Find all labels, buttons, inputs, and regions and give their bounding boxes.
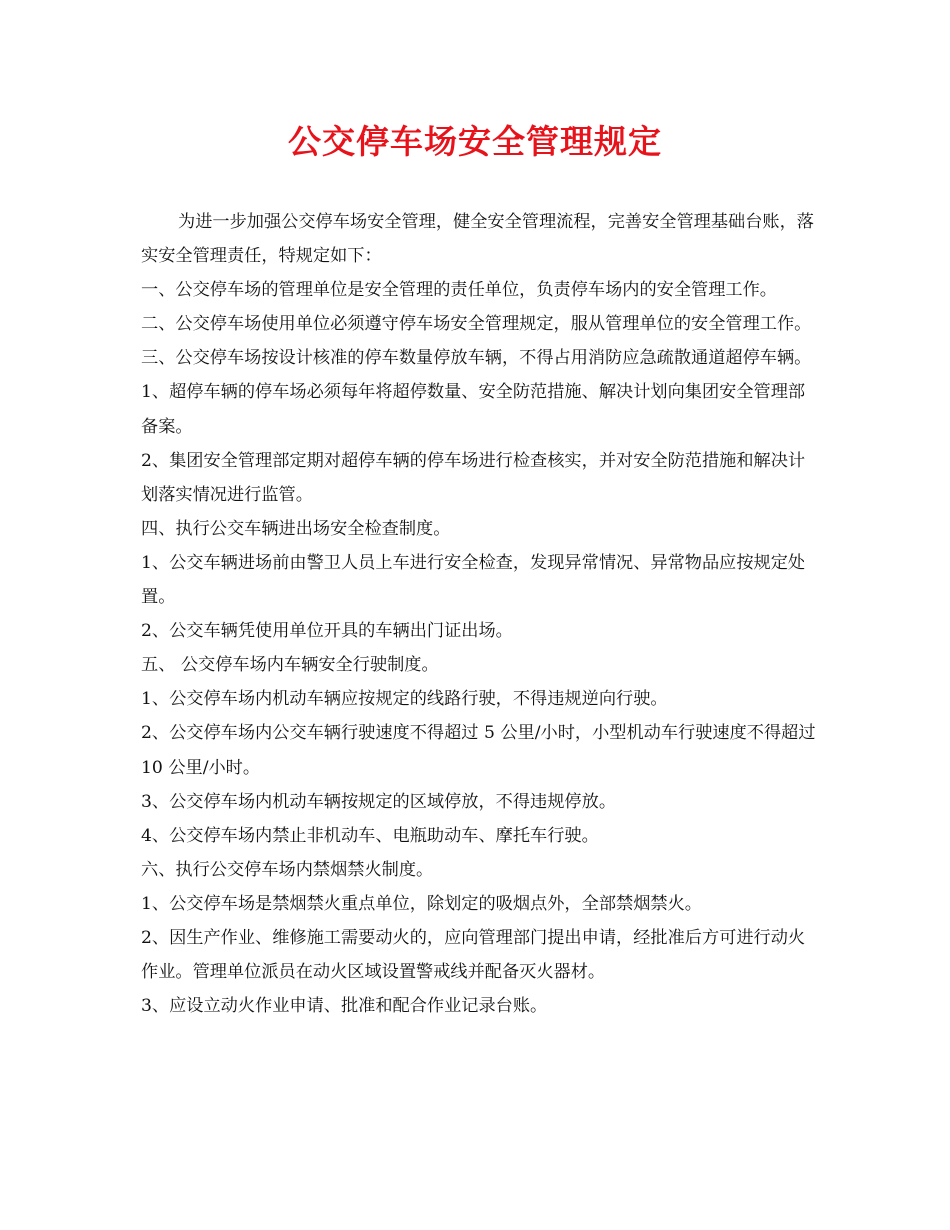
- section-1: 一、公交停车场的管理单位是安全管理的责任单位，负责停车场内的安全管理工作。: [141, 280, 777, 301]
- page-title: 公交停车场安全管理规定: [288, 122, 662, 161]
- intro-paragraph: 为进一步加强公交停车场安全管理，健全安全管理流程，完善安全管理基础台账，落实安全管理责任，特规定如下：: [141, 212, 814, 267]
- section-3: 三、公交停车场按设计核准的停车数量停放车辆，不得占用消防应急疏散通道超停车辆。: [141, 348, 812, 369]
- document-body: [141, 205, 817, 1023]
- section-3-item-2: 2、集团安全管理部定期对超停车辆的停车场进行检查核实，并对安全防范措施和解决计划落实情况进行监管。: [141, 450, 806, 505]
- section-5-item-1: 1、公交停车场内机动车辆应按规定的线路行驶，不得违规逆向行驶。: [141, 689, 668, 710]
- section-6: 六、执行公交停车场内禁烟禁火制度。: [141, 859, 434, 880]
- section-2: 二、公交停车场使用单位必须遵守停车场安全管理规定，服从管理单位的安全管理工作。: [141, 314, 812, 335]
- section-5-item-2: 2、公交停车场内公交车辆行驶速度不得超过 5 公里/小时，小型机动车行驶速度不得超过 10 公里/小时。: [141, 723, 816, 778]
- section-3-item-1: 1、超停车辆的停车场必须每年将超停数量、安全防范措施、解决计划向集团安全管理部备案。: [141, 382, 806, 437]
- section-4: 四、执行公交车辆进出场安全检查制度。: [141, 518, 451, 539]
- section-4-item-2: 2、公交车辆凭使用单位开具的车辆出门证出场。: [141, 621, 513, 642]
- section-6-item-1: 1、公交停车场是禁烟禁火重点单位，除划定的吸烟点外，全部禁烟禁火。: [141, 893, 702, 914]
- section-5-item-4: 4、公交停车场内禁止非机动车、电瓶助动车、摩托车行驶。: [141, 825, 599, 846]
- section-5: 五、 公交停车场内车辆安全行驶制度。: [141, 655, 439, 676]
- section-4-item-1: 1、公交车辆进场前由警卫人员上车进行安全检查，发现异常情况、异常物品应按规定处置。: [141, 552, 806, 608]
- section-6-item-3: 3、应设立动火作业申请、批准和配合作业记录台账。: [141, 996, 548, 1017]
- section-5-item-3: 3、公交停车场内机动车辆按规定的区域停放，不得违规停放。: [141, 791, 617, 812]
- section-6-item-2: 2、因生产作业、维修施工需要动火的，应向管理部门提出申请，经批准后方可进行动火作业。管理单位派员在动火区域设置警戒线并配备灭火器材。: [141, 927, 806, 983]
